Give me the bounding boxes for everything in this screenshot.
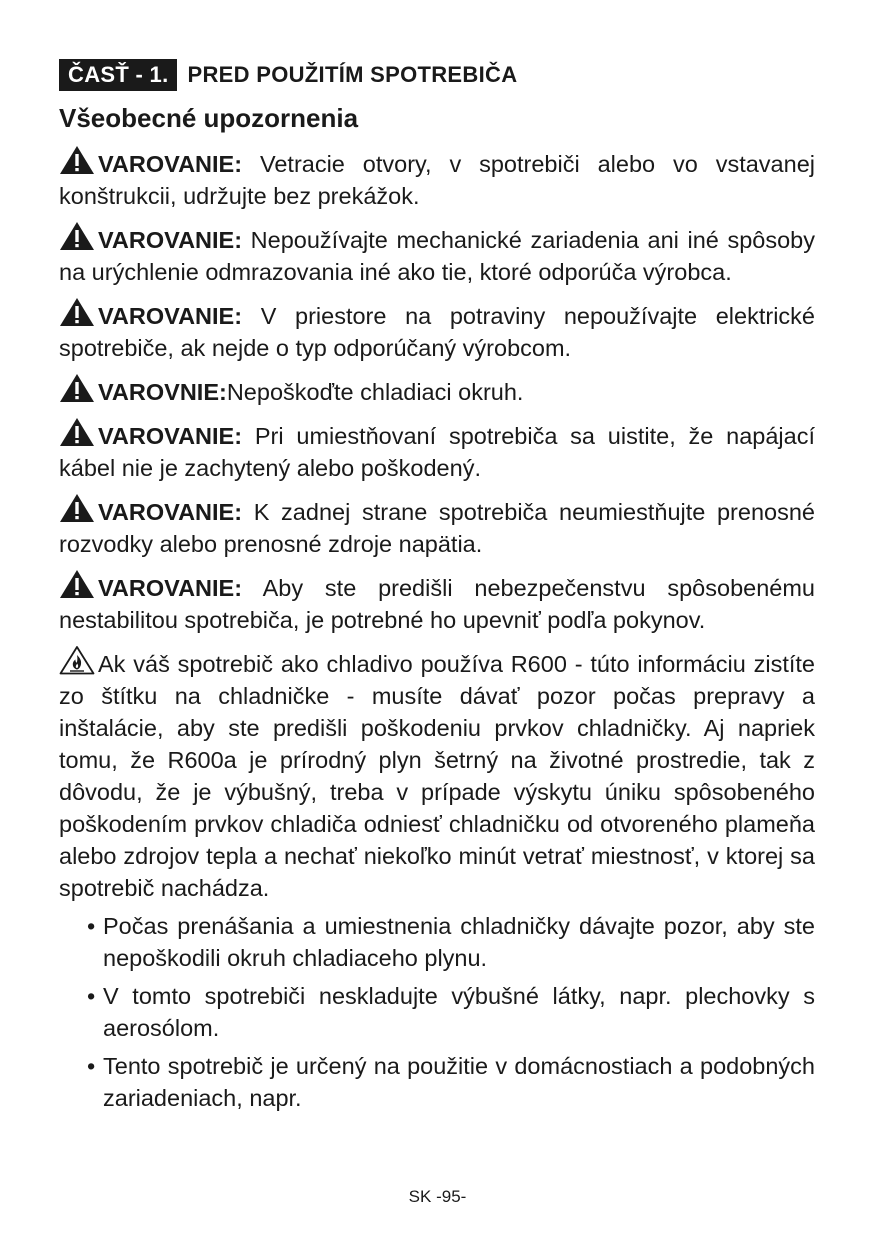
list-item-text: V tomto spotrebiči neskladujte výbušné látky, napr. plechovky s aerosólom. xyxy=(103,983,815,1041)
warning-paragraph-7 xyxy=(59,569,815,636)
warning-icon xyxy=(59,569,95,599)
warning-paragraph-2 xyxy=(59,221,815,288)
warning-icon xyxy=(59,297,95,327)
warning-paragraph-1 xyxy=(59,145,815,212)
warning-label: VAROVANIE: xyxy=(98,303,243,329)
list-item xyxy=(87,980,815,1044)
warning-icon xyxy=(59,373,95,403)
warning-paragraph-5 xyxy=(59,417,815,484)
warning-icon xyxy=(59,145,95,175)
bullet-marker: • xyxy=(87,1053,96,1079)
warning-label: VAROVNIE: xyxy=(98,379,227,405)
list-item-text: Tento spotrebič je určený na použitie v domácnostiach a podobných zariadeniach, napr. xyxy=(103,1053,815,1111)
warning-paragraph-6 xyxy=(59,493,815,560)
flammable-text: Ak váš spotrebič ako chladivo používa R600 - túto informáciu zistíte zo štítku na chladničke - musíte dávať pozor počas prepravy a inštalácie, aby ste predišli poškodeniu prvkov chladničky. Aj napriek tomu, že R600a je prírodný plyn šetrný na životné prostredie, tak z dôvodu, že je výbušný, treba v prípade výskytu úniku spôsobeného poškodením prvkov chladiča odniesť chladničku od otvoreného plameňa alebo zdrojov tepla a nechať niekoľko minút vetrať miestnosť, v ktorej sa spotrebič nachádza. xyxy=(59,651,815,901)
warning-text: Nepoužívajte mechanické zariadenia ani iné spôsoby na urýchlenie odmrazovania iné ako tie, ktoré odporúča výrobca. xyxy=(59,227,815,285)
warning-text: K zadnej strane spotrebiča neumiestňujte prenosné rozvodky alebo prenosné zdroje napätia. xyxy=(59,499,815,557)
list-item-text: Počas prenášania a umiestnenia chladničky dávajte pozor, aby ste nepoškodili okruh chladiaceho plynu. xyxy=(103,913,815,971)
warning-paragraph-3 xyxy=(59,297,815,364)
warning-label: VAROVANIE: xyxy=(98,499,243,525)
warning-text: Pri umiestňovaní spotrebiča sa uistite, že napájací kábel nie je zachytený alebo poškodený. xyxy=(59,423,815,481)
list-item xyxy=(87,1050,815,1114)
warning-label: VAROVANIE: xyxy=(98,423,243,449)
warning-text: Vetracie otvory, v spotrebiči alebo vo vstavanej konštrukcii, udržujte bez prekážok. xyxy=(59,151,815,209)
warning-label: VAROVANIE: xyxy=(98,227,243,253)
section-badge: ČASŤ - 1. xyxy=(59,59,177,91)
warning-icon xyxy=(59,493,95,523)
section-title: PRED POUŽITÍM SPOTREBIČA xyxy=(187,62,518,87)
bullet-marker: • xyxy=(87,913,96,939)
precautions-list xyxy=(87,910,815,1114)
warning-icon xyxy=(59,221,95,251)
flammable-warning-icon xyxy=(59,645,95,675)
flammable-refrigerant-paragraph xyxy=(59,645,815,904)
list-item xyxy=(87,910,815,974)
warning-paragraph-4 xyxy=(59,373,815,408)
page-content xyxy=(59,58,815,1114)
warning-text: V priestore na potraviny nepoužívajte elektrické spotrebiče, ak nejde o typ odporúčaný výrobcom. xyxy=(59,303,815,361)
page-number: SK -95- xyxy=(408,1187,467,1206)
page-subtitle: Všeobecné upozornenia xyxy=(59,103,359,133)
bullet-marker: • xyxy=(87,983,96,1009)
section-header xyxy=(59,58,815,92)
warning-label: VAROVANIE: xyxy=(98,151,243,177)
warning-label: VAROVANIE: xyxy=(98,575,243,601)
warning-icon xyxy=(59,417,95,447)
warning-text: Nepoškoďte chladiaci okruh. xyxy=(226,379,524,405)
warning-text: Aby ste predišli nebezpečenstvu spôsobenému nestabilitou spotrebiča, je potrebné ho upevniť podľa pokynov. xyxy=(59,575,815,633)
